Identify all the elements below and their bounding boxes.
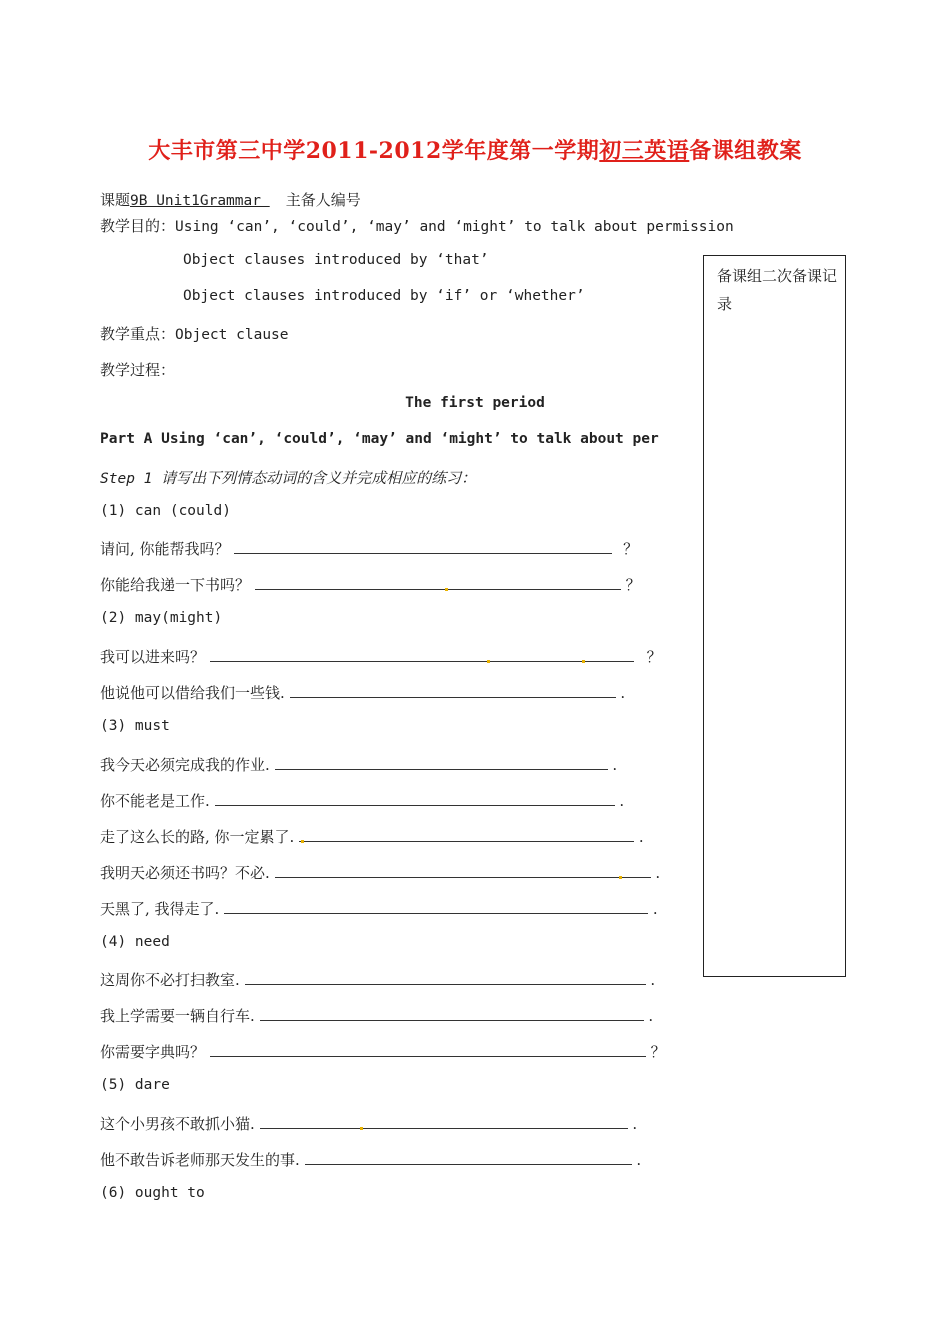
answer-blank[interactable] — [210, 646, 634, 662]
aims-label: 教学目的： — [100, 217, 176, 235]
exercise-prompt: 你需要字典吗？ — [100, 1043, 206, 1061]
section-may: (2) may(might) — [100, 610, 223, 626]
answer-blank[interactable] — [215, 790, 615, 806]
answer-blank[interactable] — [275, 754, 608, 770]
exercise-end-mark: . — [648, 1007, 654, 1025]
part-a-heading — [100, 431, 703, 447]
course-value: 9B Unit1Grammar — [130, 193, 270, 209]
aims-line — [100, 215, 734, 236]
aim-3: Object clauses introduced by ‘if’ or ‘whether’ — [183, 288, 585, 304]
exercise-prompt: 天黑了, 我得走了. — [100, 900, 220, 918]
focus-value: Object clause — [175, 327, 289, 343]
answer-blank[interactable] — [305, 1149, 632, 1165]
answer-blank[interactable] — [255, 574, 621, 590]
answer-blank[interactable] — [210, 1041, 646, 1057]
exercise-end-mark: . — [638, 828, 644, 846]
focus-label: 教学重点： — [100, 325, 176, 343]
exercise-prompt: 这个小男孩不敢抓小猫. — [100, 1115, 255, 1133]
answer-blank[interactable] — [234, 538, 612, 554]
exercise-prompt: 我可以进来吗？ — [100, 648, 206, 666]
aim-2: Object clauses introduced by ‘that’ — [183, 252, 489, 268]
exercise-end-mark: . — [619, 792, 625, 810]
answer-blank[interactable] — [275, 862, 651, 878]
course-line — [100, 189, 361, 210]
exercise-prompt: 你不能老是工作. — [100, 792, 210, 810]
exercise-prompt: 你能给我递一下书吗？ — [100, 576, 251, 594]
exercise-row — [100, 1041, 666, 1062]
exercise-row — [100, 574, 641, 595]
course-label: 课题 — [100, 191, 131, 209]
exercise-prompt: 请问, 你能帮我吗？ — [100, 540, 230, 558]
section-must: (3) must — [100, 718, 170, 734]
section-can: (1) can (could) — [100, 503, 231, 519]
exercise-end-mark: . — [636, 1151, 642, 1169]
exercise-end-mark: ？ — [650, 1043, 666, 1061]
title-school: 大丰市第三中学2011-2012学年度第一学期 — [148, 138, 600, 164]
exercise-prompt: 他不敢告诉老师那天发生的事. — [100, 1151, 300, 1169]
exercise-end-mark: ？ — [623, 540, 639, 558]
exercise-prompt: 走了这么长的路, 你一定累了. — [100, 828, 295, 846]
part-a-text: Part A Using ‘can’, ‘could’, ‘may’ and ‘might’ to talk about per — [100, 431, 659, 447]
exercise-row — [100, 862, 660, 883]
exercise-end-mark: . — [612, 756, 618, 774]
exercise-prompt: 这周你不必打扫教室. — [100, 971, 240, 989]
answer-blank[interactable] — [290, 682, 616, 698]
exercise-row — [100, 682, 625, 703]
period-heading: The first period — [405, 395, 545, 411]
answer-blank[interactable] — [245, 969, 646, 985]
exercise-row — [100, 1113, 637, 1134]
exercise-prompt: 他说他可以借给我们一些钱. — [100, 684, 285, 702]
exercise-row — [100, 969, 655, 990]
exercise-prompt: 我上学需要一辆自行车. — [100, 1007, 255, 1025]
process-label: 教学过程： — [100, 361, 176, 379]
step-1-label: Step 1 — [100, 471, 162, 487]
answer-blank[interactable] — [224, 898, 648, 914]
step-1-instruction: 请写出下列情态动词的含义并完成相应的练习： — [161, 469, 477, 487]
exercise-end-mark: . — [655, 864, 661, 882]
answer-blank[interactable] — [260, 1005, 644, 1021]
exercise-end-mark: . — [620, 684, 626, 702]
exercise-end-mark: . — [652, 900, 658, 918]
document-title — [0, 134, 950, 165]
section-need: (4) need — [100, 934, 170, 950]
answer-blank[interactable] — [299, 826, 634, 842]
exercise-row — [100, 1149, 641, 1170]
side-notes-box — [703, 255, 846, 977]
exercise-row — [100, 646, 662, 667]
step-1 — [100, 467, 476, 488]
exercise-row — [100, 826, 644, 847]
exercise-prompt: 我明天必须还书吗？不必. — [100, 864, 270, 882]
exercise-row — [100, 1005, 653, 1026]
exercise-end-mark: . — [650, 971, 656, 989]
exercise-end-mark: ？ — [625, 576, 641, 594]
section-dare: (5) dare — [100, 1077, 170, 1093]
section-ought-to: (6) ought to — [100, 1185, 205, 1201]
side-notes-label: 备课组二次备课记录 — [717, 267, 838, 313]
exercise-row — [100, 898, 658, 919]
exercise-row — [100, 754, 617, 775]
exercise-prompt: 我今天必须完成我的作业. — [100, 756, 270, 774]
exercise-row — [100, 790, 624, 811]
focus-line — [100, 323, 289, 344]
exercise-end-mark: ？ — [646, 648, 662, 666]
title-subject: 初三英语 — [599, 138, 690, 164]
title-suffix: 备课组教案 — [689, 138, 802, 164]
answer-blank[interactable] — [260, 1113, 628, 1129]
exercise-end-mark: . — [632, 1115, 638, 1133]
aim-1: Using ‘can’, ‘could’, ‘may’ and ‘might’ to talk about permission — [175, 219, 734, 235]
lead-teacher-label: 主备人编号 — [285, 191, 361, 209]
exercise-row — [100, 538, 638, 559]
